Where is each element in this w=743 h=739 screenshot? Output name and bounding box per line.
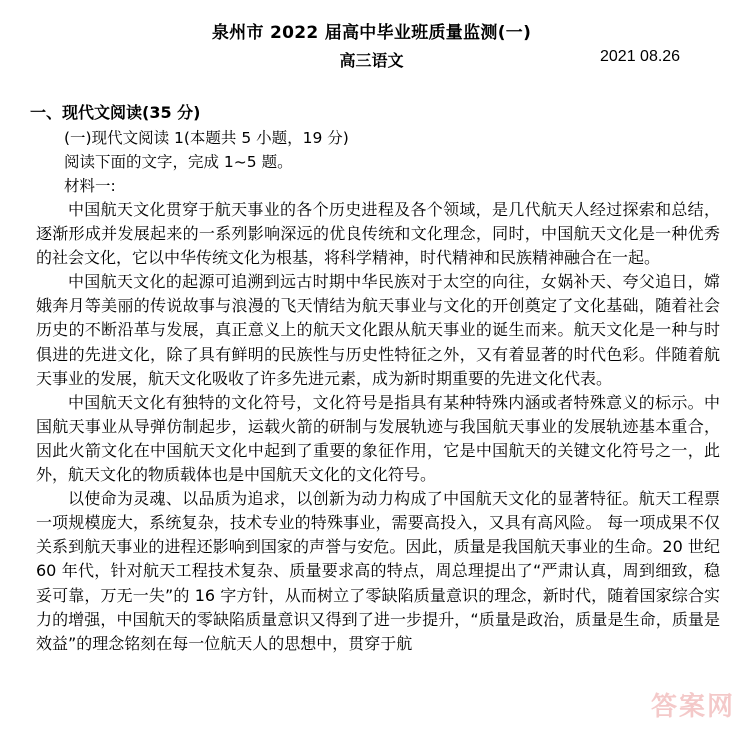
paragraph-2: 中国航天文化的起源可追溯到远古时期中华民族对于太空的向往，女娲补天、夸父追日，嫦娥奔月等美丽的传说故事与浪漫的飞天情结为航天事业与文化的开创奠定了文化基础，随着社会历史的不断沿革与发展，真正意义上的航天文化跟从航天事业的诞生而来。航天文化是一种与时俱进的先进文化，除了具有鲜明的民族性与历史性特征之外，又有着显著的时代色彩。伴随着航天事业的发展，航天文化吸收了许多先进元素，成为新时期重要的先进文化代表。 xyxy=(36,272,720,388)
watermark-logo: 答案网 xyxy=(650,692,735,722)
instruction-text: 阅读下面的文字，完成 1~5 题。 xyxy=(64,153,293,171)
article-body xyxy=(36,198,720,656)
material-label: 材料一: xyxy=(64,177,116,195)
paragraph-4: 以使命为灵魂、以品质为追求，以创新为动力构成了中国航天文化的显著特征。航天工程票一项规模庞大，系统复杂，技术专业的特殊事业，需要高投入，又具有高风险。 每一项成果不仅关系到航天事业的进程还影响到国家的声誉与安危。因此，质量是我国航天事业的生命。20 世纪 60 年代，针对航天工程技术复杂、质量要求高的特点，周总理提出了“严肃认真，周到细致，稳妥可靠，万无一失”的 16 字方针，从而树立了零缺陷质量意识的理念，新时代，随着国家综合实力的增强，中国航天的零缺陷质量意识又得到了进一步提升，“质量是政治，质量是生命，质量是效益”的理念铭刻在每一位航天人的思想中，贯穿于航 xyxy=(36,489,720,653)
sub-section-heading: (一)现代文阅读 1(本题共 5 小题，19 分) xyxy=(64,129,349,147)
exam-date: 2021 08.26 xyxy=(600,48,681,65)
paragraph-1: 中国航天文化贯穿于航天事业的各个历史进程及各个领域，是几代航天人经过探索和总结，逐渐形成并发展起来的一系列影响深远的优良传统和文化理念，同时，中国航天文化是一种优秀的社会文化，它以中华传统文化为根基，将科学精神，时代精神和民族精神融合在一起。 xyxy=(36,200,720,268)
section-heading: 一、现代文阅读(35 分) xyxy=(30,103,201,122)
paragraph-3: 中国航天文化有独特的文化符号，文化符号是指具有某种特殊内涵或者特殊意义的标示。中国航天事业从导弹仿制起步，运载火箭的研制与发展轨迹与我国航天事业的发展轨迹基本重合，因此火箭文化在中国航天文化中起到了重要的象征作用，它是中国航天的关键文化符号之一，此外，航天文化的物质载体也是中国航天文化的文化符号。 xyxy=(36,392,720,485)
exam-title: 泉州市 2022 届高中毕业班质量监测(一) xyxy=(211,23,532,43)
exam-subject: 高三语文 xyxy=(339,51,404,70)
